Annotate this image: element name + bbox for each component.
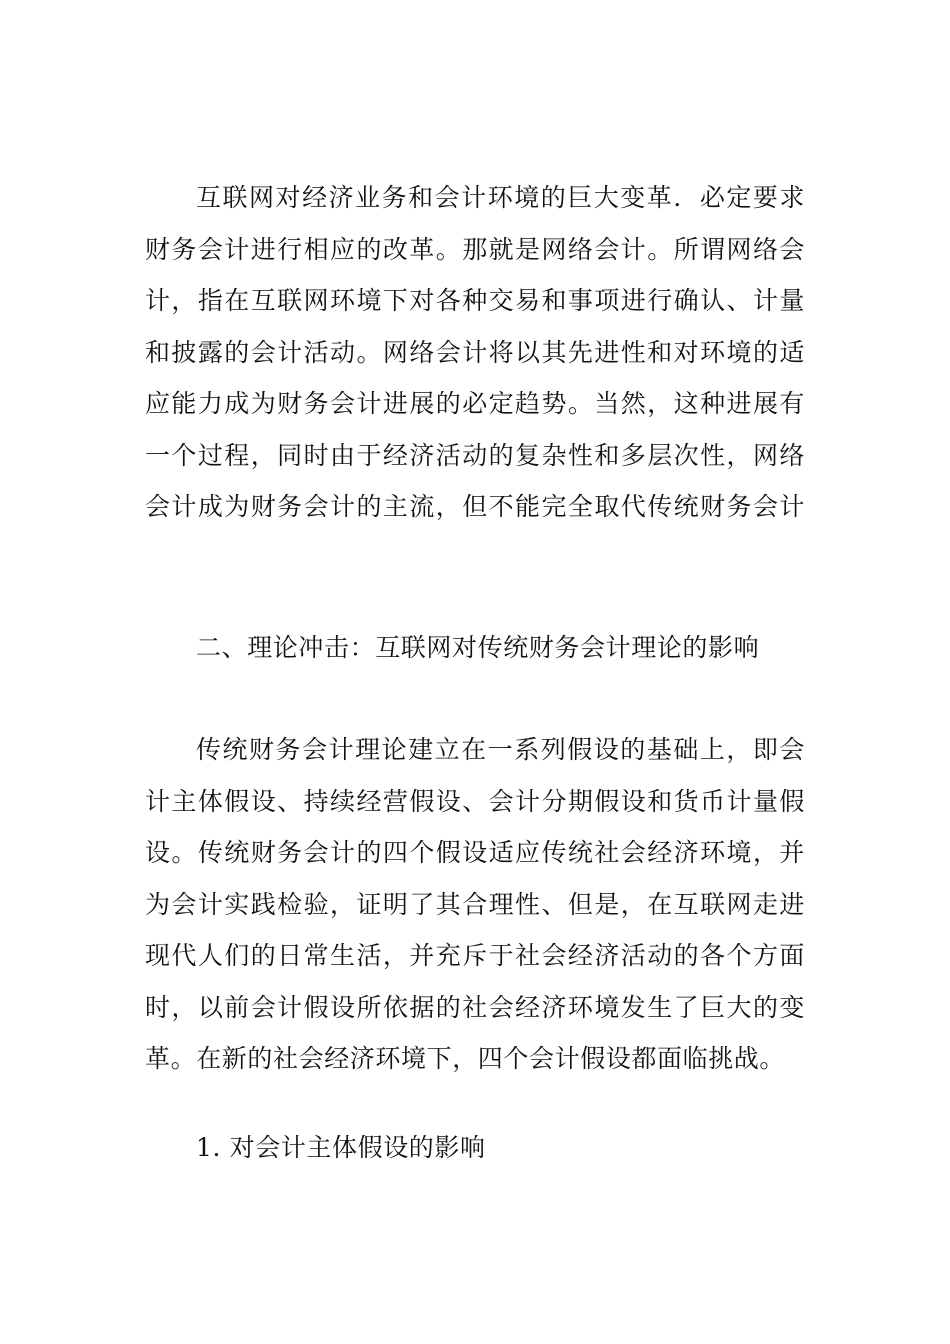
paragraph-line: 计，指在互联网环境下对各种交易和事项进行确认、计量 xyxy=(145,286,805,315)
paragraph-line: 和披露的会计活动。网络会计将以其先进性和对环境的适 xyxy=(145,337,805,367)
paragraph-line: 财务会计进行相应的改革。那就是网络会计。所谓网络会 xyxy=(145,234,805,264)
section-heading-text: 二、理论冲击：互联网对传统财务会计理论的影响 xyxy=(196,633,760,662)
paragraph-line: 现代人们的日常生活，并充斥于社会经济活动的各个方面 xyxy=(145,941,805,970)
subsection-heading-text: 1. 对会计主体假设的影响 xyxy=(196,1133,486,1162)
paragraph-line: 会计成为财务会计的主流，但不能完全取代传统财务会计 xyxy=(145,492,805,521)
paragraph-line: 设。传统财务会计的四个假设适应传统社会经济环境，并 xyxy=(145,838,805,867)
section-heading xyxy=(145,622,805,674)
paragraph-line: 互联网对经济业务和会计环境的巨大变革．必定要求 xyxy=(196,183,805,212)
paragraph-line: 为会计实践检验，证明了其合理性、但是，在互联网走进 xyxy=(145,889,805,919)
paragraph-line: 传统财务会计理论建立在一系列假设的基础上，即会 xyxy=(196,735,805,764)
paragraph-line: 应能力成为财务会计进展的必定趋势。当然，这种进展有 xyxy=(145,389,805,418)
paragraph-internet-accounting xyxy=(145,172,805,533)
paragraph-line: 革。在新的社会经济环境下，四个会计假设都面临挑战。 xyxy=(145,1044,786,1073)
paragraph-line: 时，以前会计假设所依据的社会经济环境发生了巨大的变 xyxy=(145,992,805,1022)
paragraph-accounting-assumptions xyxy=(145,724,805,1085)
paragraph-line: 一个过程，同时由于经济活动的复杂性和多层次性，网络 xyxy=(145,440,805,470)
paragraph-line: 计主体假设、持续经营假设、会计分期假设和货币计量假 xyxy=(145,786,805,816)
subsection-heading xyxy=(145,1122,805,1174)
